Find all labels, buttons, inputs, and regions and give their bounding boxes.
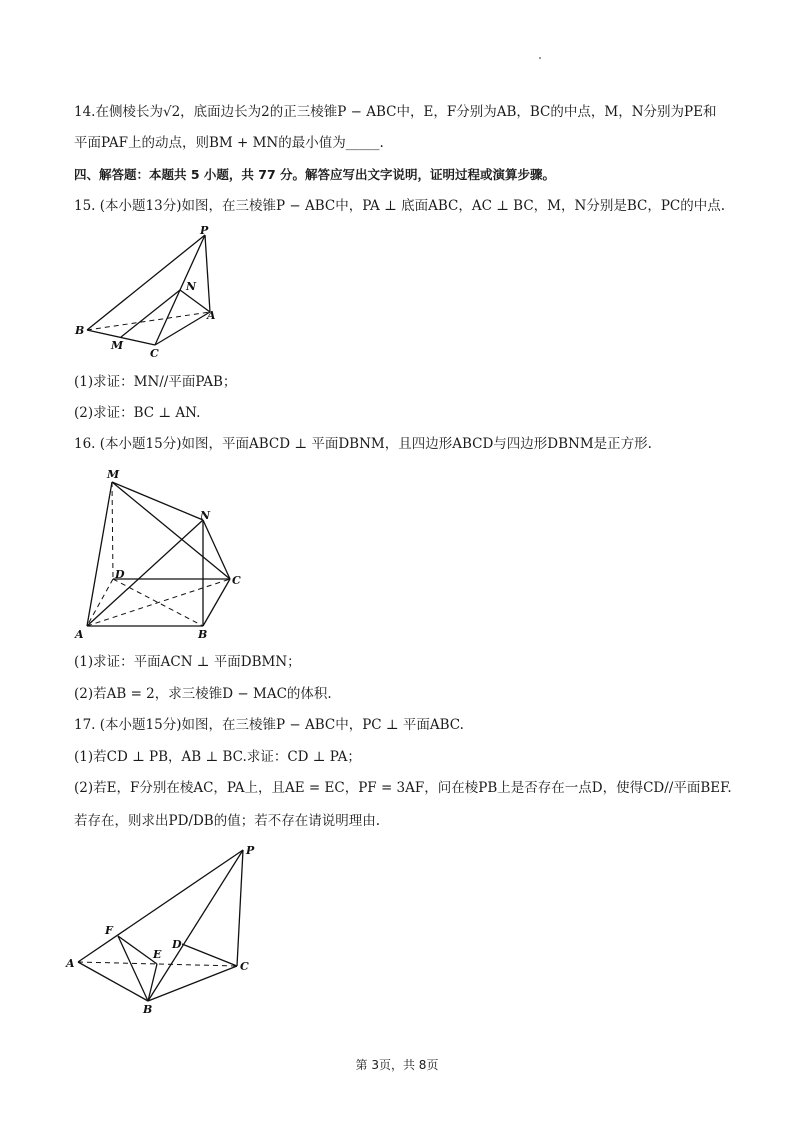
page-footer: 第 3页，共 8页 [355,1058,439,1072]
scan-speck [539,57,541,59]
label-C: C [240,960,249,973]
edge-DC [182,944,237,966]
edge-AC [155,312,210,345]
label-E: E [153,948,162,961]
label-A: A [75,628,84,641]
label-D: D [172,938,182,951]
edge-BC [148,966,237,1001]
q15-figure [0,220,794,370]
q17-stem: 17. (本小题15分)如图，在三棱锥P − ABC中，PC ⊥ 平面ABC. [74,717,464,733]
label-M: M [107,468,120,481]
q15-part2: (2)求证：BC ⊥ AN. [74,405,201,421]
edge-NA [87,520,203,626]
edge-EB [148,964,157,1001]
q16-figure [0,460,794,650]
label-F: F [105,924,113,937]
edge-NC [203,520,230,579]
q17-figure [0,840,794,1020]
edge-PC [237,850,243,966]
q17-part1: (1)若CD ⊥ PB，AB ⊥ BC.求证：CD ⊥ PA； [74,749,361,765]
edge-MN [112,482,203,520]
q17-part2-cont: 若存在，则求出PD/DB的值；若不存在请说明理由. [74,813,380,829]
label-B: B [75,324,85,337]
q16-part2: (2)若AB = 2，求三棱锥D − MAC的体积. [74,686,332,702]
label-M: M [111,339,124,352]
label-N: N [200,509,211,522]
edge-PA [205,235,210,312]
edge-AB [78,962,148,1001]
label-C: C [150,347,159,360]
edge-MC [112,482,230,579]
q16-part1: (1)求证：平面ACN ⊥ 平面DBMN； [74,654,301,670]
label-P: P [200,224,209,237]
edge-MN [121,290,180,337]
label-P: P [246,844,255,857]
edge-MD-hidden [112,482,113,579]
q16-stem: 16. (本小题15分)如图，平面ABCD ⊥ 平面DBNM，且四边形ABCD与四边形DBNM是正方形. [74,436,652,452]
edge-AN [180,290,210,312]
edge-PB [148,850,243,1001]
edge-AC-hidden [78,962,237,966]
label-D: D [115,568,125,581]
q15-stem: 15. (本小题13分)如图，在三棱锥P − ABC中，PA ⊥ 底面ABC，AC ⊥ BC，M，N分别是BC，PC的中点. [74,198,726,214]
label-B: B [198,628,208,641]
edge-AP [78,850,243,962]
section-heading: 四、解答题：本题共 5 小题，共 77 分。解答应写出文字说明，证明过程或演算步骤。 [74,167,556,182]
label-C: C [232,574,241,587]
label-N: N [186,280,197,293]
q14-line1: 14.在侧棱长为√2，底面边长为2的正三棱锥P − ABC中，E，F分别为AB，BC的中点，M，N分别为PE和 [74,104,717,120]
q17-part2: (2)若E，F分别在棱AC，PA上，且AE = EC，PF = 3AF，问在棱PB上是否存在一点D，使得CD//平面BEF. [74,780,732,796]
label-B: B [143,1003,153,1016]
q14-line2: 平面PAF上的动点，则BM + MN的最小值为_____. [74,135,384,151]
label-A: A [207,309,216,322]
q15-part1: (1)求证：MN//平面PAB； [74,374,237,390]
edge-FB [118,936,148,1001]
edge-AC-hidden [87,579,230,626]
label-A: A [66,957,75,970]
